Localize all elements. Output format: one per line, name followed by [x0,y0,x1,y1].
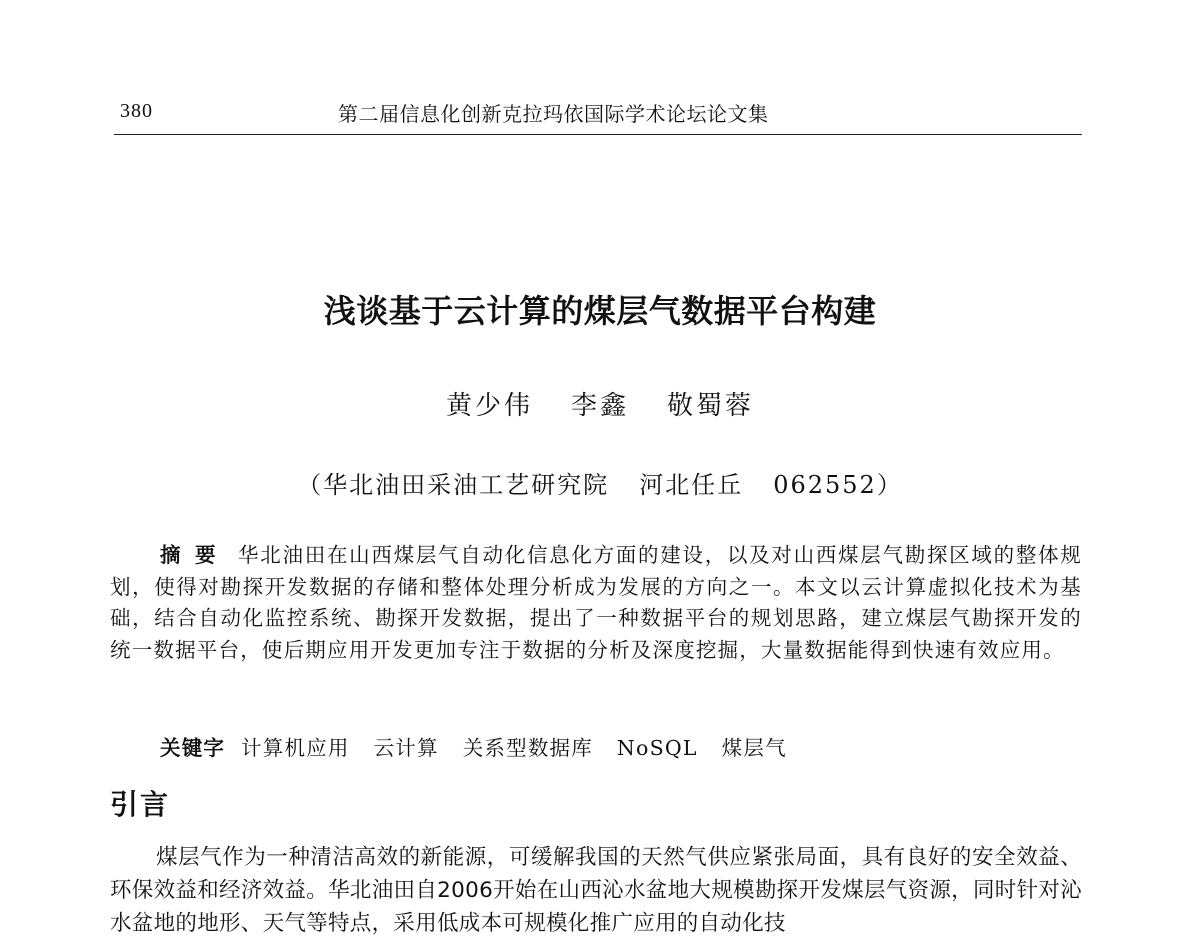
keyword: 计算机应用 [241,736,350,760]
section-heading: 引言 [110,788,171,821]
abstract-label: 摘要 [160,543,231,567]
keyword: 煤层气 [721,736,787,760]
keywords [160,731,787,761]
author-list [0,385,1200,422]
header-rule [114,134,1082,135]
keyword: 云计算 [373,736,439,760]
affiliation [0,465,1200,500]
running-head-title: 第二届信息化创新克拉玛依国际学术论坛论文集 [338,102,769,126]
author-name: 李鑫 [570,391,629,421]
affiliation-postcode: 062552 [773,471,877,499]
abstract [110,540,1082,666]
keywords-label: 关键字 [160,736,226,760]
author-name: 黄少伟 [445,391,533,421]
affiliation-open-paren: （ [297,471,324,499]
affiliation-institute: 华北油田采油工艺研究院 [323,471,610,499]
author-name: 敬蜀蓉 [667,391,755,421]
abstract-text: 华北油田在山西煤层气自动化信息化方面的建设，以及对山西煤层气勘探区域的整体规划，使得对勘探开发数据的存储和整体处理分析成为发展的方向之一。本文以云计算虚拟化技术为基础，结合自动化监控系统、勘探开发数据，提出了一种数据平台的规划思路，建立煤层气勘探开发的统一数据平台，使后期应用开发更加专注于数据的分析及深度挖掘，大量数据能得到快速有效应用。 [110,543,1082,662]
page-number: 380 [120,100,153,122]
keyword: NoSQL [616,736,698,760]
section-body-text: 煤层气作为一种清洁高效的新能源，可缓解我国的天然气供应紧张局面，具有良好的安全效益、环保效益和经济效益。华北油田自2006开始在山西沁水盆地大规模勘探开发煤层气资源，同时针对沁水盆地的地形、天气等特点，采用低成本可规模化推广应用的自动化技 [110,845,1082,936]
affiliation-close-paren: ） [876,471,903,499]
affiliation-location: 河北任丘 [639,471,744,499]
paper-title: 浅谈基于云计算的煤层气数据平台构建 [323,292,877,330]
keyword: 关系型数据库 [462,736,593,760]
running-header [120,96,1080,128]
